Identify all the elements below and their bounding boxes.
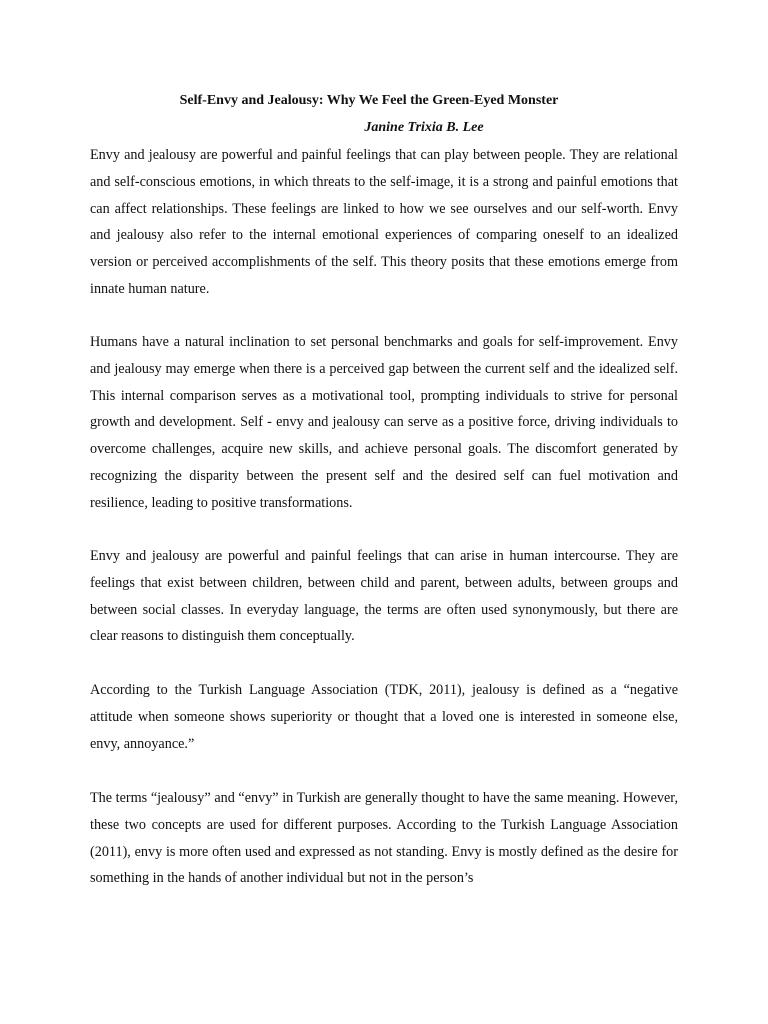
paragraph-4: According to the Turkish Language Association (TDK, 2011), jealousy is defined as a “negative attitude when someone shows superiority or thought that a loved one is interested in someone else, envy, annoyance.” bbox=[90, 682, 678, 752]
paragraph-1: Envy and jealousy are powerful and painful feelings that can play between people. They are relational and self-conscious emotions, in which threats to the self-image, it is a strong and painful emotions that can affect relationships. These feelings are linked to how we see ourselves and our self-worth. Envy and jealousy also refer to the internal emotional experiences of comparing oneself to an idealized version or perceived accomplishments of the self. This theory posits that these emotions emerge from innate human nature. bbox=[90, 147, 678, 297]
paragraph-2: Humans have a natural inclination to set personal benchmarks and goals for self-improvement. Envy and jealousy may emerge when there is a perceived gap between the current self and the idealized self. This internal comparison serves as a motivational tool, prompting individuals to strive for personal growth and development. Self - envy and jealousy can serve as a positive force, driving individuals to overcome challenges, acquire new skills, and achieve personal goals. The discomfort generated by recognizing the disparity between the present self and the desired self can fuel motivation and resilience, leading to positive transformations. bbox=[90, 334, 678, 511]
paragraph-3: Envy and jealousy are powerful and painful feelings that can arise in human intercourse. They are feelings that exist between children, between child and parent, between adults, between groups and between social classes. In everyday language, the terms are often used synonymously, but there are clear reasons to distinguish them conceptually. bbox=[90, 548, 678, 645]
paragraph-5: The terms “jealousy” and “envy” in Turkish are generally thought to have the same meaning. However, these two concepts are used for different purposes. According to the Turkish Language Association (2011), envy is more often used and expressed as not standing. Envy is mostly defined as the desire for something in the hands of another individual but not in the person’s bbox=[90, 790, 678, 887]
document-author: Janine Trixia B. Lee bbox=[364, 120, 484, 135]
document-title: Self-Envy and Jealousy: Why We Feel the Green-Eyed Monster bbox=[179, 93, 559, 108]
